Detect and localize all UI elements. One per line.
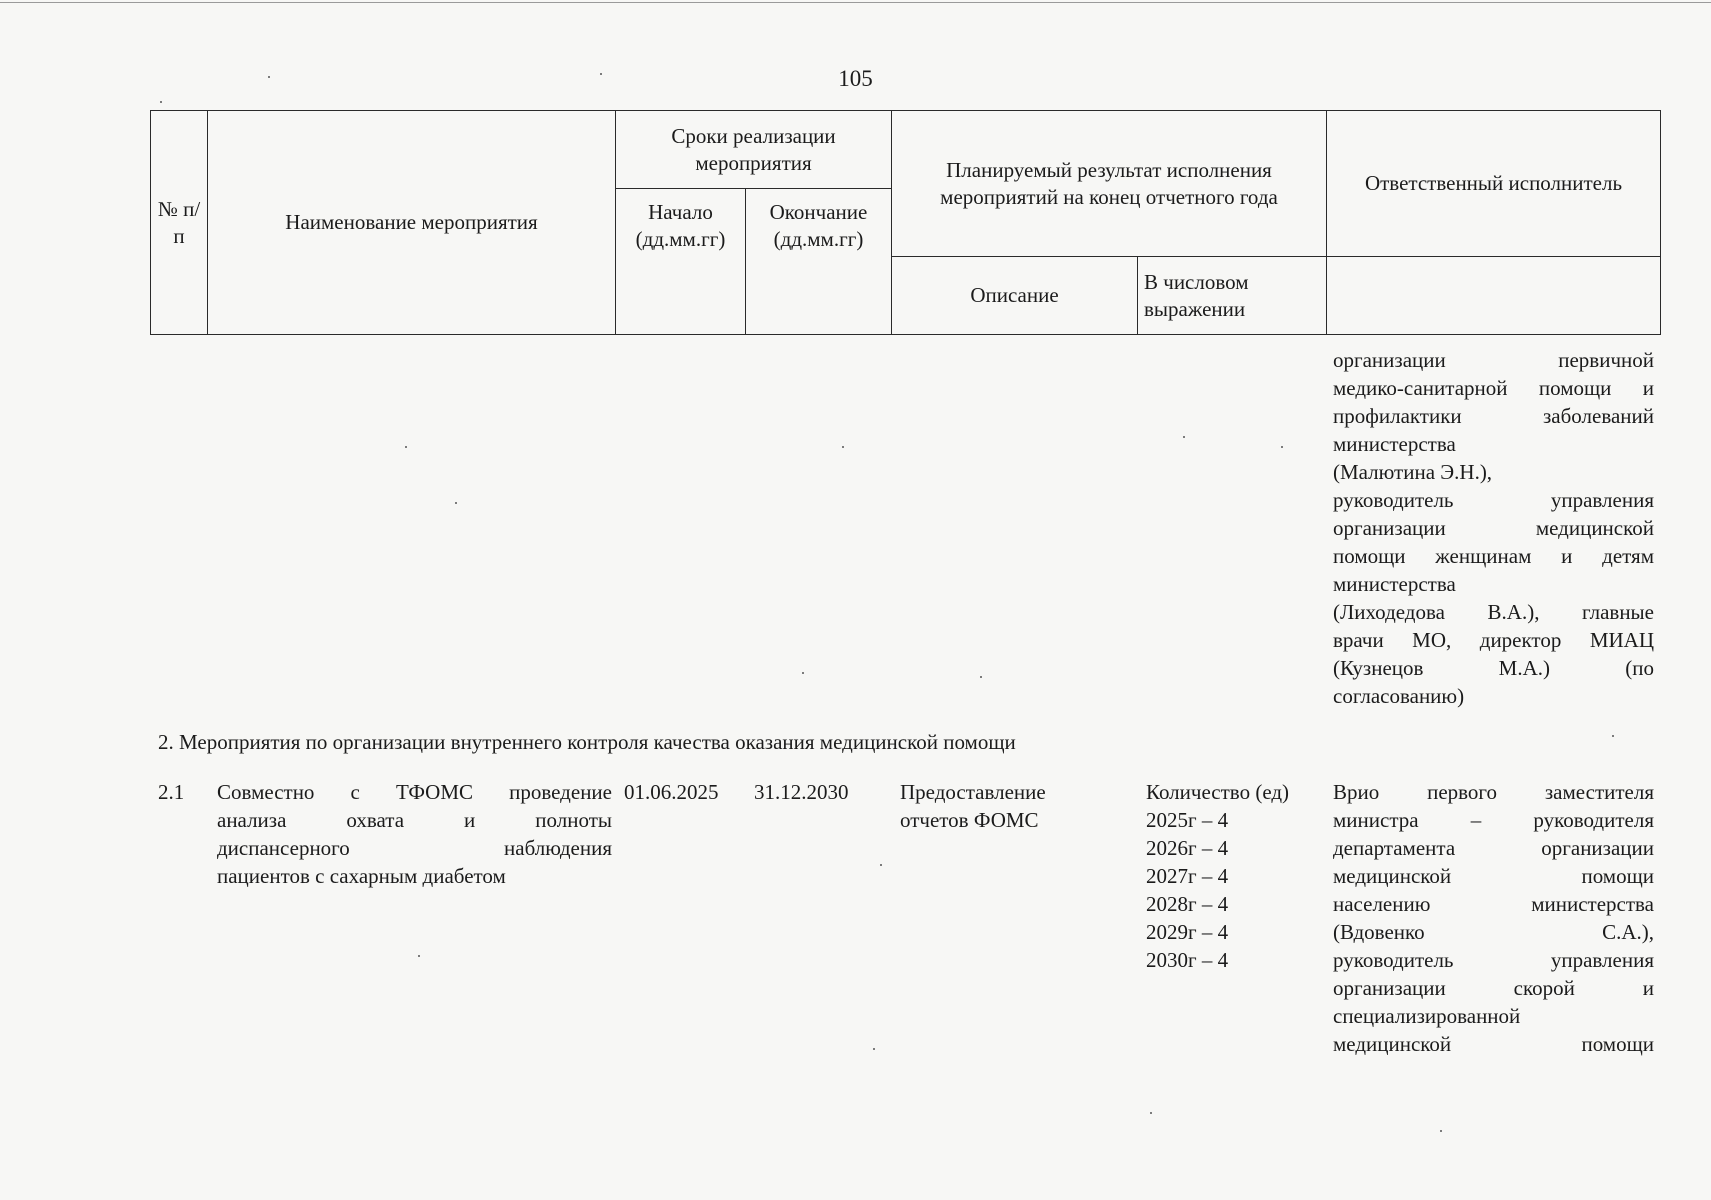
scan-speck [1183,436,1185,438]
scan-speck [1281,446,1283,448]
continued-responsible-text: организации первичной медико-санитарной помощи и профилактики заболеваний министерства (Малютина Э.Н.), руководитель управления организации медицинской помощи женщинам и детям министерства (Лиходедова В.А.), главные врачи МО, директор МИАЦ (Кузнецов М.А.) (по согласованию) [1333,348,1654,708]
header-col-name: Наименование мероприятия [208,111,616,335]
scan-speck [980,676,982,678]
scan-speck [1440,1130,1442,1132]
scan-speck [842,446,844,448]
scan-top-edge [0,2,1711,3]
scan-speck [880,864,882,866]
scan-speck [268,76,270,78]
scan-speck [873,1048,875,1050]
header-col-numeric: В числовом выражении [1138,257,1327,335]
header-col-num: № п/п [151,111,208,335]
scan-speck [1612,735,1614,737]
scan-speck [600,73,602,75]
scan-speck [405,446,407,448]
row-2-1-numeric: Количество (ед) 2025г – 4 2026г – 4 2027г – 4 2028г – 4 2029г – 4 2030г – 4 [1146,780,1290,972]
header-col-terms: Сроки реализации мероприятия [616,111,892,189]
header-col-description: Описание [892,257,1138,335]
row-2-1-start: 01.06.2025 [624,780,719,804]
page-number: 105 [838,66,873,91]
row-2-1-responsible: Врио первого заместителя министра – руководителя департамента организации медицинской помощи населению министерства (Вдовенко С.А.), руководитель управления организации скорой и специализированной медицинской помощи [1333,780,1654,1056]
header-col-end: Окончание (дд.мм.гг) [746,189,892,335]
scan-speck [418,955,420,957]
header-col-result: Планируемый результат исполнения мероприятий на конец отчетного года [892,111,1327,257]
header-col-responsible-empty [1327,257,1661,335]
section-heading: 2. Мероприятия по организации внутреннего контроля качества оказания медицинской помощи [158,730,1016,754]
row-2-1-description: Предоставление отчетов ФОМС [900,780,1046,832]
scan-speck [160,101,162,103]
row-2-1-num: 2.1 [158,780,185,804]
header-table [150,110,1661,335]
scan-speck [802,672,804,674]
scan-speck [1150,1112,1152,1114]
scan-speck [455,502,457,504]
row-2-1-name: Совместно с ТФОМС проведение анализа охвата и полноты диспансерного наблюдения пациентов с сахарным диабетом [217,780,612,888]
header-col-responsible: Ответственный исполнитель [1327,111,1661,257]
row-2-1-end: 31.12.2030 [754,780,849,804]
header-col-start: Начало (дд.мм.гг) [616,189,746,335]
